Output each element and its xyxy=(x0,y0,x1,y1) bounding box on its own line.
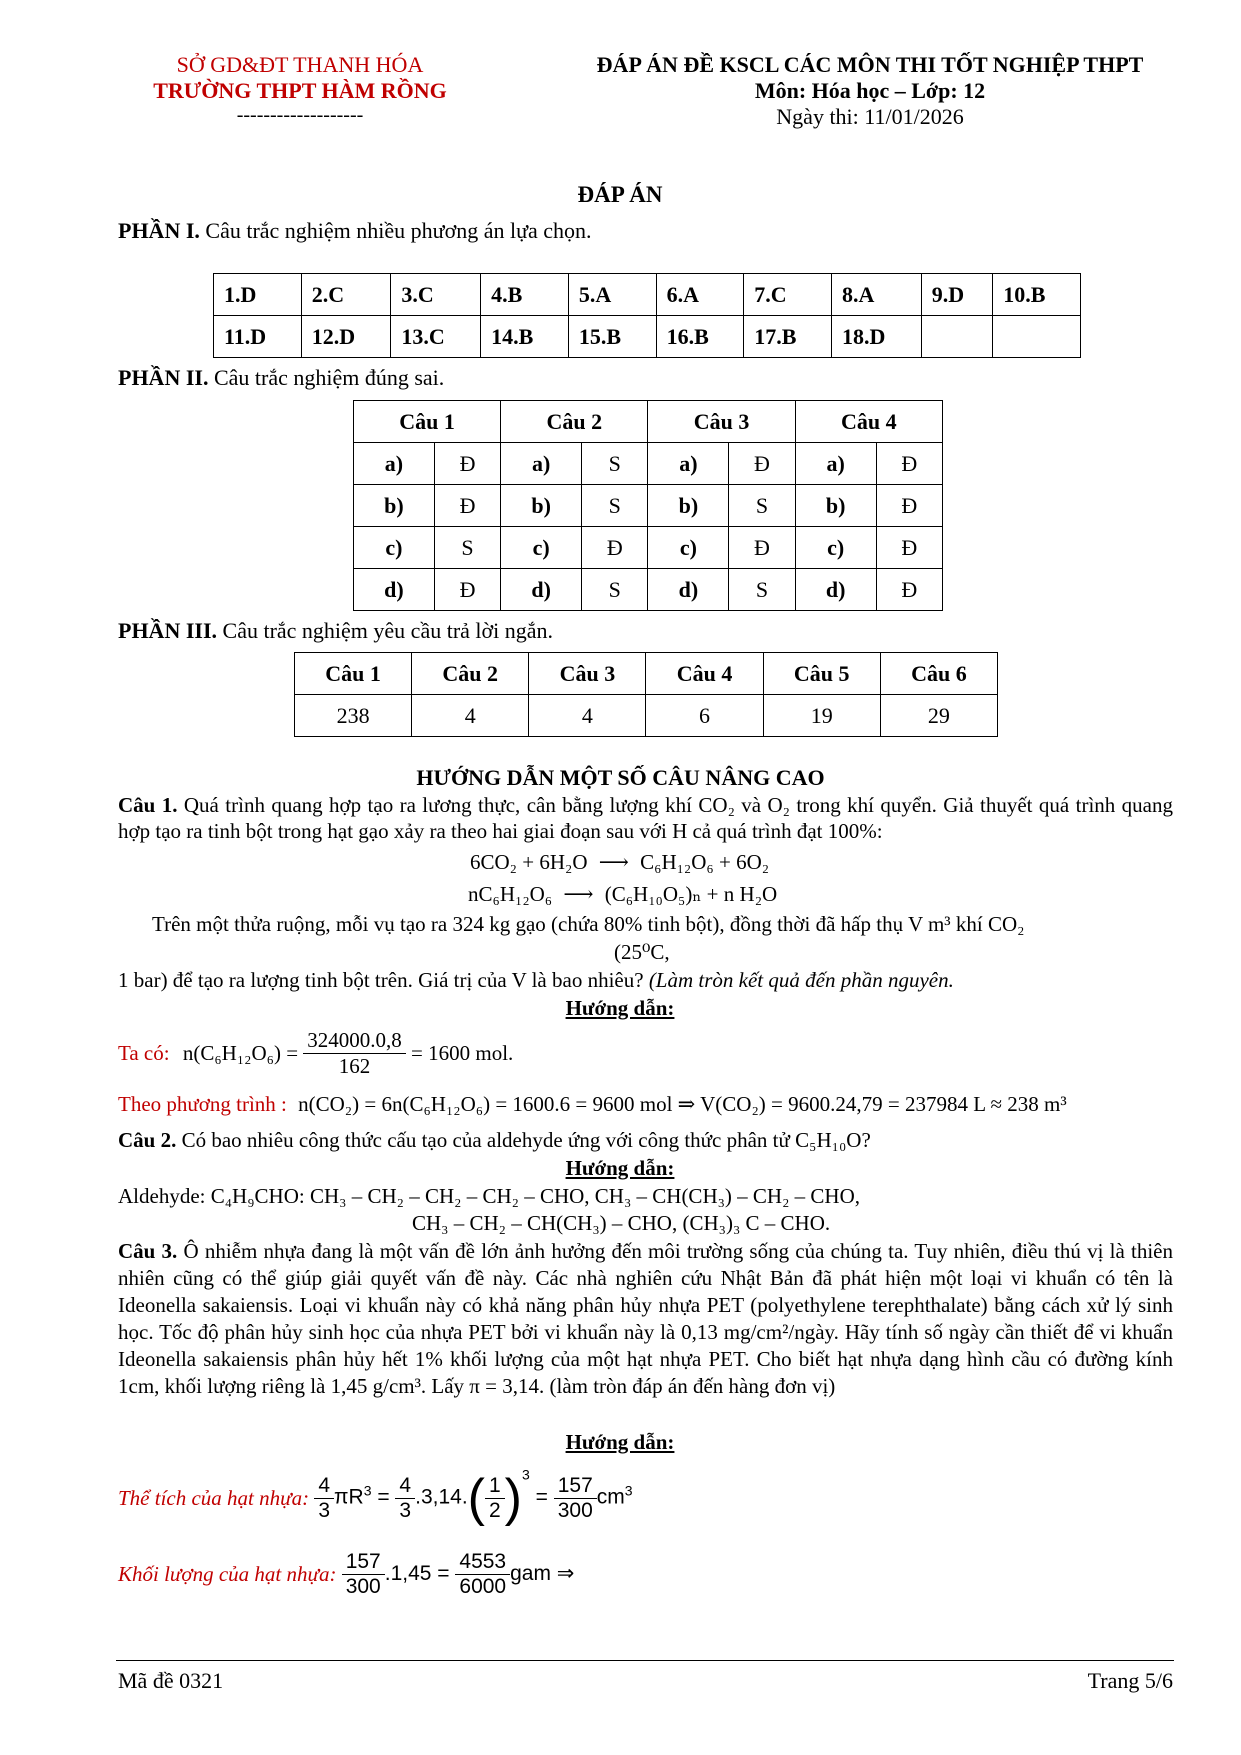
n-c6h12o6: n(C₆H₁₂O₆) = xyxy=(182,1041,299,1065)
p3-header: Câu 2 xyxy=(412,653,529,695)
vol-frac1: $\frac{4}{3}$ xyxy=(314,1474,334,1523)
mass-frac2: $\frac{4553}{6000}$ xyxy=(455,1550,510,1599)
p2-cell: S xyxy=(434,527,500,569)
p1-cell xyxy=(993,316,1081,358)
p1-cell: 10.B xyxy=(993,274,1081,316)
q2-guide-label: Hướng dẫn: xyxy=(565,1156,675,1180)
p1-cell: 1.D xyxy=(214,274,302,316)
header-date: Ngày thi: 11/01/2026 xyxy=(776,104,964,129)
p2-cell: Đ xyxy=(729,527,795,569)
q1-line5b: (Làm tròn kết quả đến phần nguyên. xyxy=(648,968,954,992)
vol-frac2: $\frac{4}{3}$ xyxy=(395,1474,415,1523)
answer-title: ĐÁP ÁN xyxy=(577,182,663,207)
p1-cell: 4.B xyxy=(481,274,569,316)
p2-cell: a) xyxy=(648,443,729,485)
p2-header: Câu 4 xyxy=(795,401,942,443)
p2-cell: Đ xyxy=(434,443,500,485)
p1-cell: 12.D xyxy=(301,316,391,358)
p2-cell: Đ xyxy=(582,527,648,569)
p2-cell: c) xyxy=(354,527,435,569)
eq1-left: 6CO₂ + 6H₂O xyxy=(470,850,588,874)
p2-cell: d) xyxy=(354,569,435,611)
p2-cell: Đ xyxy=(876,443,942,485)
p1-cell: 16.B xyxy=(656,316,744,358)
mass-label: Khối lượng của hạt nhựa: xyxy=(118,1562,337,1586)
p2-cell: Đ xyxy=(876,569,942,611)
part2-table xyxy=(353,400,943,611)
q1-result1: = 1600 mol. xyxy=(411,1041,514,1065)
vol-label: Thể tích của hạt nhựa: xyxy=(118,1485,310,1510)
part3-heading xyxy=(118,618,553,644)
q1-equation-2 xyxy=(468,882,777,907)
part3-table xyxy=(294,652,998,737)
vol-formula: $\frac{4}{3}$ $\pi R^3$ = $\frac{4}{3}$ .3,14.( $\frac{1}{2}$ )$^3$ = $\frac{157}{300}$ $cm^3$ xyxy=(314,1468,632,1528)
p2-cell: b) xyxy=(501,485,582,527)
part1-heading xyxy=(118,218,592,244)
p2-header: Câu 1 xyxy=(354,401,501,443)
p2-cell: Đ xyxy=(876,527,942,569)
q3-guide-label: Hướng dẫn: xyxy=(565,1430,675,1454)
p2-cell: c) xyxy=(648,527,729,569)
header-dashes: ------------------- xyxy=(236,104,364,126)
part2-desc: Câu trắc nghiệm đúng sai. xyxy=(208,365,445,390)
mass-frac1: $\frac{157}{300}$ xyxy=(342,1550,385,1599)
p1-cell xyxy=(921,316,993,358)
part3-label: PHẦN III. xyxy=(118,618,218,643)
p1-cell: 7.C xyxy=(744,274,832,316)
p2-cell: Đ xyxy=(434,485,500,527)
q2-line1: Aldehyde: C₄H₉CHO: CH₃ – CH₂ – CH₂ – CH₂ – CHO, CH₃ – CH(CH₃) – CH₂ – CHO, xyxy=(118,1184,861,1208)
q1-line4: (25⁰C, xyxy=(614,940,670,964)
p2-cell: S xyxy=(582,443,648,485)
p2-cell: Đ xyxy=(729,443,795,485)
q1-calc xyxy=(118,1092,1067,1117)
eq2-left: nC₆H₁₂O₆ xyxy=(468,882,553,906)
p3-value: 4 xyxy=(412,695,529,737)
part3-desc: Câu trắc nghiệm yêu cầu trả lời ngắn. xyxy=(217,618,554,643)
header-title: ĐÁP ÁN ĐỀ KSCL CÁC MÔN THI TỐT NGHIỆP THPT xyxy=(596,52,1144,77)
p1-cell: 17.B xyxy=(744,316,832,358)
p3-value: 29 xyxy=(880,695,997,737)
p2-cell: c) xyxy=(501,527,582,569)
p1-cell: 14.B xyxy=(481,316,569,358)
p2-cell: S xyxy=(729,569,795,611)
q2-text xyxy=(118,1128,871,1153)
q1-ta-co xyxy=(118,1028,513,1079)
part1-label: PHẦN I. xyxy=(118,218,200,243)
p2-header: Câu 2 xyxy=(501,401,648,443)
p3-header: Câu 1 xyxy=(295,653,412,695)
q1-equation-1 xyxy=(470,850,769,875)
p2-cell: b) xyxy=(354,485,435,527)
eq2-right: (C₆H₁₀O₅)ₙ + n H₂O xyxy=(604,882,778,906)
p3-header: Câu 6 xyxy=(880,653,997,695)
footer-page: Trang 5/6 xyxy=(1087,1668,1173,1693)
header-dept: SỞ GD&ĐT THANH HÓA xyxy=(176,52,424,77)
q1-text xyxy=(118,792,1173,844)
p2-cell: d) xyxy=(648,569,729,611)
q1-fraction xyxy=(303,1028,406,1079)
p2-cell: S xyxy=(582,569,648,611)
p1-cell: 2.C xyxy=(301,274,391,316)
vol-frac4: $\frac{157}{300}$ xyxy=(554,1474,597,1523)
p1-cell: 18.D xyxy=(832,316,922,358)
p2-cell: Đ xyxy=(876,485,942,527)
part1-table xyxy=(213,273,1081,358)
p2-cell: c) xyxy=(795,527,876,569)
part2-label: PHẦN II. xyxy=(118,365,209,390)
p1-cell: 11.D xyxy=(214,316,302,358)
part1-desc: Câu trắc nghiệm nhiều phương án lựa chọn. xyxy=(199,218,592,243)
q1-label: Câu 1. xyxy=(118,793,178,817)
eq1-right: C₆H₁₂O₆ + 6O₂ xyxy=(640,850,770,874)
footer-divider xyxy=(116,1660,1174,1661)
p2-cell: d) xyxy=(501,569,582,611)
q2-label: Câu 2. xyxy=(118,1128,177,1152)
q3-text xyxy=(118,1238,1173,1400)
mass-formula: $\frac{157}{300}$ .1,45 = $\frac{4553}{6000}$ gam ⇒ xyxy=(342,1550,575,1599)
q1-line5 xyxy=(118,968,954,993)
p1-cell: 3.C xyxy=(391,274,481,316)
p1-cell: 5.A xyxy=(568,274,656,316)
q2-line2: CH₃ – CH₂ – CH(CH₃) – CHO, (CH₃)₃ C – CHO. xyxy=(412,1211,831,1235)
q3-mass xyxy=(118,1550,574,1599)
header-subject: Môn: Hóa học – Lớp: 12 xyxy=(754,78,986,103)
p3-header: Câu 5 xyxy=(763,653,880,695)
p2-cell: a) xyxy=(795,443,876,485)
footer-code: Mã đề 0321 xyxy=(118,1668,224,1693)
frac-den: 162 xyxy=(338,1054,371,1078)
q3-label: Câu 3. xyxy=(118,1239,178,1263)
reaction-arrow-icon: ⟶ xyxy=(598,850,629,874)
guide-title: HƯỚNG DẪN MỘT SỐ CÂU NÂNG CAO xyxy=(416,765,825,790)
p3-value: 4 xyxy=(529,695,646,737)
vol-frac3: $\frac{1}{2}$ xyxy=(485,1474,505,1523)
q1-line5a: 1 bar) để tạo ra lượng tinh bột trên. Giá trị của V là bao nhiêu? xyxy=(118,968,649,992)
p2-cell: b) xyxy=(648,485,729,527)
p1-cell: 6.A xyxy=(656,274,744,316)
q3-body: Ô nhiễm nhựa đang là một vấn đề lớn ảnh hưởng đến môi trường sống của chúng ta. Tuy nhiên, điều thú vị là thiên nhiên cũng có thể giúp giải quyết vấn đề này. Các nhà nghiên cứu Nhật Bản đã phát hiện một loại vi khuẩn có tên là Ideonella sakaiensis. Loại vi khuẩn này có khả năng phân hủy nhựa PET (polyethylene terephthalate) bằng cách xử lý sinh học. Tốc độ phân hủy sinh học của nhựa PET bởi vi khuẩn này là 0,13 mg/cm²/ngày. Hãy tính số ngày cần thiết để vi khuẩn Ideonella sakaiensis phân hủy hết 1% khối lượng của một hạt nhựa PET. Cho biết hạt nhựa dạng hình cầu có đường kính 1cm, khối lượng riêng là 1,45 g/cm³. Lấy π = 3,14. (làm tròn đáp án đến hàng đơn vị) xyxy=(118,1239,1173,1398)
frac-num: 324000.0,8 xyxy=(303,1028,406,1054)
q1-calc-expr: n(CO₂) = 6n(C₆H₁₂O₆) = 1600.6 = 9600 mol ⇒ V(CO₂) = 9600.24,79 = 237984 L ≈ 238 m³ xyxy=(298,1092,1067,1116)
p2-cell: a) xyxy=(354,443,435,485)
part2-heading xyxy=(118,365,444,391)
reaction-arrow-icon: ⟶ xyxy=(563,882,594,906)
p2-header: Câu 3 xyxy=(648,401,795,443)
q1-guide-label: Hướng dẫn: xyxy=(565,996,675,1020)
p1-cell: 9.D xyxy=(921,274,993,316)
p2-cell: b) xyxy=(795,485,876,527)
p2-cell: S xyxy=(729,485,795,527)
header-school: TRƯỜNG THPT HÀM RỒNG xyxy=(153,78,447,103)
q1-body: Quá trình quang hợp tạo ra lương thực, cân bằng lượng khí CO₂ và O₂ trong khí quyển. Giả thuyết quá trình quang hợp tạo ra tinh bột trong hạt gạo xảy ra theo hai giai đoạn sau với H cả quá trình đạt 100%: xyxy=(118,793,1173,843)
p3-value: 6 xyxy=(646,695,763,737)
p3-value: 19 xyxy=(763,695,880,737)
p1-cell: 15.B xyxy=(568,316,656,358)
p1-cell: 8.A xyxy=(832,274,922,316)
p2-cell: d) xyxy=(795,569,876,611)
theo-pt-label: Theo phương trình : xyxy=(118,1092,287,1116)
q3-volume xyxy=(118,1468,633,1538)
p2-cell: Đ xyxy=(434,569,500,611)
p2-cell: S xyxy=(582,485,648,527)
q2-body: Có bao nhiêu công thức cấu tạo của aldehyde ứng với công thức phân tử C₅H₁₀O? xyxy=(176,1128,871,1152)
q1-line3: Trên một thửa ruộng, mỗi vụ tạo ra 324 kg gạo (chứa 80% tinh bột), đồng thời đã hấp thụ V m³ khí CO₂ xyxy=(152,912,1025,936)
ta-co-label: Ta có: xyxy=(118,1041,170,1065)
p1-cell: 13.C xyxy=(391,316,481,358)
p3-value: 238 xyxy=(295,695,412,737)
p2-cell: a) xyxy=(501,443,582,485)
p3-header: Câu 4 xyxy=(646,653,763,695)
p3-header: Câu 3 xyxy=(529,653,646,695)
